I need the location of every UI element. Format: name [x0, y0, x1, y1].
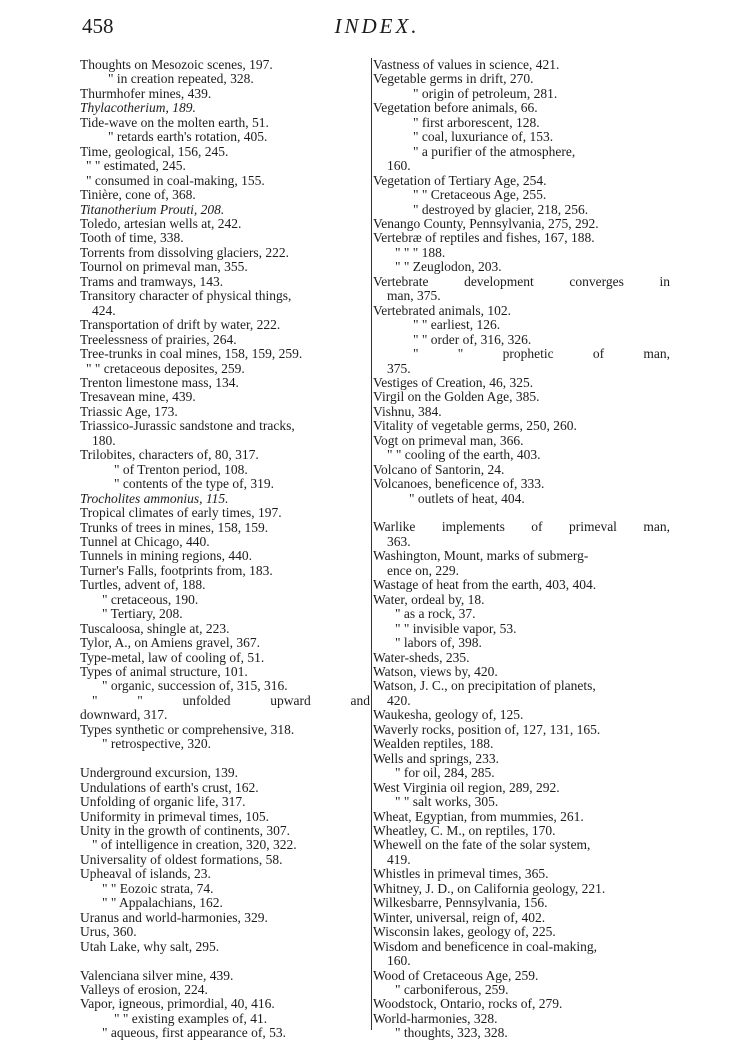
- index-entry: Tropical climates of early times, 197.: [80, 505, 282, 521]
- index-entry: Vegetation of Tertiary Age, 254.: [373, 172, 547, 188]
- index-entry: Vertebræ of reptiles and fishes, 167, 188.: [373, 230, 595, 246]
- index-entry: Trilobites, characters of, 80, 317.: [80, 447, 259, 463]
- index-entry: Tylor, A., on Amiens gravel, 367.: [80, 635, 260, 651]
- page-header: [82, 14, 672, 46]
- index-entry: Tinière, cone of, 368.: [80, 187, 196, 203]
- index-entry: " cretaceous, 190.: [102, 591, 199, 607]
- index-entry: " Tertiary, 208.: [102, 606, 183, 622]
- index-entry: " origin of petroleum, 281.: [413, 85, 558, 101]
- index-entry: ence on, 229.: [387, 562, 459, 578]
- index-entry: Tunnels in mining regions, 440.: [80, 548, 253, 564]
- index-entry: " " Appalachians, 162.: [102, 895, 223, 911]
- index-entry: " in creation repeated, 328.: [108, 71, 254, 87]
- index-entry: Vogt on primeval man, 366.: [373, 432, 524, 448]
- index-entry: Treelessness of prairies, 264.: [80, 331, 237, 347]
- index-column-left: [80, 58, 370, 1041]
- index-entry: Uniformity in primeval times, 105.: [80, 808, 269, 824]
- index-entry: 160.: [387, 953, 411, 969]
- index-entry: Whistles in primeval times, 365.: [373, 866, 549, 882]
- index-entry: Valenciana silver mine, 439.: [80, 967, 234, 983]
- column-divider: [371, 58, 372, 1030]
- index-entry: Water-sheds, 235.: [373, 649, 470, 665]
- index-entry: " " Eozoic strata, 74.: [102, 880, 214, 896]
- index-entry: man, 375.: [387, 288, 441, 304]
- index-entry: " " cooling of the earth, 403.: [387, 447, 541, 463]
- index-entry: Tree-trunks in coal mines, 158, 159, 259.: [80, 346, 303, 362]
- index-entry: Wisdom and beneficence in coal-making,: [373, 938, 597, 954]
- index-entry: " labors of, 398.: [395, 635, 482, 651]
- index-entry: Trocholites ammonius, 115.: [80, 490, 229, 506]
- index-entry: Underground excursion, 139.: [80, 765, 238, 781]
- index-entry: Watson, J. C., on precipitation of planets,: [373, 678, 596, 694]
- index-entry: " for oil, 284, 285.: [395, 765, 495, 781]
- page-number: 458: [82, 14, 114, 38]
- index-entry: Wisconsin lakes, geology of, 225.: [373, 924, 556, 940]
- index-entry: " retrospective, 320.: [102, 736, 211, 752]
- index-entry: Volcano of Santorin, 24.: [373, 461, 505, 477]
- index-entry: Tide-wave on the molten earth, 51.: [80, 114, 269, 130]
- index-entry: " as a rock, 37.: [395, 606, 476, 622]
- index-entry: " first arborescent, 128.: [413, 114, 540, 130]
- index-entry: " " existing examples of, 41.: [114, 1010, 268, 1026]
- index-entry: Toledo, artesian wells at, 242.: [80, 215, 242, 231]
- index-entry: " " earliest, 126.: [413, 317, 501, 333]
- index-entry: Tresavean mine, 439.: [80, 389, 196, 405]
- index-entry: 375.: [387, 360, 411, 376]
- index-entry: West Virginia oil region, 289, 292.: [373, 779, 560, 795]
- index-column-right: [373, 58, 670, 1041]
- index-entry: Tunnel at Chicago, 440.: [80, 533, 210, 549]
- index-entry: Vegetable germs in drift, 270.: [373, 71, 534, 87]
- index-entry: Volcanoes, beneficence of, 333.: [373, 476, 545, 492]
- index-entry: " " " 188.: [395, 244, 446, 260]
- index-entry: Wheat, Egyptian, from mummies, 261.: [373, 808, 584, 824]
- index-entry: downward, 317.: [80, 707, 168, 723]
- index-entry: " " Cretaceous Age, 255.: [413, 187, 547, 203]
- index-entry: Tooth of time, 338.: [80, 230, 184, 246]
- index-entry: Trams and tramways, 143.: [80, 273, 224, 289]
- index-entry: Vishnu, 384.: [373, 403, 442, 419]
- index-entry: Wells and springs, 233.: [373, 750, 500, 766]
- index-entry: Washington, Mount, marks of submerg-: [373, 548, 589, 564]
- index-entry: Vastness of values in science, 421.: [373, 57, 560, 72]
- index-entry: Types of animal structure, 101.: [80, 664, 248, 680]
- index-entry: " retards earth's rotation, 405.: [108, 129, 268, 145]
- index-entry: " " unfolded upward and: [92, 692, 370, 708]
- index-entry: Wheatley, C. M., on reptiles, 170.: [373, 823, 556, 838]
- section-gap: [80, 752, 370, 766]
- index-entry: Woodstock, Ontario, rocks of, 279.: [373, 996, 563, 1012]
- index-entry: Type-metal, law of cooling of, 51.: [80, 649, 265, 665]
- index-entry: Trenton limestone mass, 134.: [80, 374, 239, 390]
- index-entry: Transitory character of physical things,: [80, 288, 292, 304]
- index-entry: 160.: [387, 158, 411, 174]
- index-entry: Upheaval of islands, 23.: [80, 866, 211, 882]
- index-entry: Titanotherium Prouti, 208.: [80, 201, 225, 217]
- index-entry: Trunks of trees in mines, 158, 159.: [80, 519, 269, 535]
- index-entry: Triassic Age, 173.: [80, 403, 178, 419]
- index-entry: " " order of, 316, 326.: [413, 331, 532, 347]
- index-entry: World-harmonies, 328.: [373, 1010, 498, 1026]
- index-entry: Uranus and world-harmonies, 329.: [80, 909, 268, 925]
- index-entry: Watson, views by, 420.: [373, 664, 498, 680]
- index-entry: " contents of the type of, 319.: [114, 476, 274, 492]
- index-entry: Thurmhofer mines, 439.: [80, 85, 212, 101]
- index-entry: " " invisible vapor, 53.: [395, 620, 517, 636]
- index-entry: Transportation of drift by water, 222.: [80, 317, 281, 333]
- index-entry: Venango County, Pennsylvania, 275, 292.: [373, 215, 599, 231]
- index-entry: Valleys of erosion, 224.: [80, 981, 208, 997]
- index-entry: Vertebrate development converges in: [373, 273, 670, 289]
- index-entry: " thoughts, 323, 328.: [395, 1025, 508, 1041]
- index-entry: Vitality of vegetable germs, 250, 260.: [373, 418, 577, 434]
- index-entry: " of Trenton period, 108.: [114, 461, 248, 477]
- index-entry: " coal, luxuriance of, 153.: [413, 129, 554, 145]
- index-entry: Tuscaloosa, shingle at, 223.: [80, 620, 230, 636]
- index-entry: Triassico-Jurassic sandstone and tracks,: [80, 418, 295, 434]
- index-entry: " a purifier of the atmosphere,: [413, 143, 576, 159]
- index-entry: 180.: [92, 432, 116, 448]
- index-entry: Types synthetic or comprehensive, 318.: [80, 721, 295, 737]
- section-gap: [373, 506, 670, 520]
- index-entry: Thylacotherium, 189.: [80, 100, 196, 116]
- section-gap: [80, 954, 370, 968]
- index-entry: Waverly rocks, position of, 127, 131, 165.: [373, 721, 601, 737]
- index-entry: Winter, universal, reign of, 402.: [373, 909, 546, 925]
- index-entry: " aqueous, first appearance of, 53.: [102, 1025, 286, 1041]
- index-entry: Wealden reptiles, 188.: [373, 736, 494, 752]
- index-entry: Vertebrated animals, 102.: [373, 302, 511, 318]
- index-entry: " " Zeuglodon, 203.: [395, 259, 502, 275]
- index-entry: Vapor, igneous, primordial, 40, 416.: [80, 996, 275, 1012]
- index-entry: Wilkesbarre, Pennsylvania, 156.: [373, 895, 548, 911]
- index-entry: Virgil on the Golden Age, 385.: [373, 389, 540, 405]
- index-entry: Turner's Falls, footprints from, 183.: [80, 562, 273, 578]
- index-entry: 420.: [387, 692, 411, 708]
- index-entry: " carboniferous, 259.: [395, 981, 509, 997]
- index-entry: Time, geological, 156, 245.: [80, 143, 229, 159]
- index-entry: " " cretaceous deposites, 259.: [86, 360, 245, 376]
- index-entry: Warlike implements of primeval man,: [373, 519, 670, 535]
- index-entry: Waukesha, geology of, 125.: [373, 707, 524, 723]
- index-entry: Wastage of heat from the earth, 403, 404.: [373, 577, 597, 593]
- index-entry: Undulations of earth's crust, 162.: [80, 779, 259, 795]
- index-entry: Unfolding of organic life, 317.: [80, 794, 246, 810]
- index-entry: Water, ordeal by, 18.: [373, 591, 485, 607]
- index-entry: " organic, succession of, 315, 316.: [102, 678, 288, 694]
- index-entry: " consumed in coal-making, 155.: [86, 172, 265, 188]
- index-entry: Utah Lake, why salt, 295.: [80, 938, 220, 954]
- index-entry: " " salt works, 305.: [395, 794, 499, 810]
- index-entry: Vegetation before animals, 66.: [373, 100, 538, 116]
- index-entry: Urus, 360.: [80, 924, 137, 940]
- index-entry: " outlets of heat, 404.: [409, 490, 525, 506]
- index-entry: Whewell on the fate of the solar system,: [373, 837, 591, 853]
- running-title: INDEX.: [334, 14, 420, 38]
- index-entry: Turtles, advent of, 188.: [80, 577, 206, 593]
- index-entry: Wood of Cretaceous Age, 259.: [373, 967, 539, 983]
- index-entry: 419.: [387, 851, 411, 867]
- index-entry: " " estimated, 245.: [86, 158, 186, 174]
- index-entry: Tournol on primeval man, 355.: [80, 259, 248, 275]
- index-entry: Thoughts on Mesozoic scenes, 197.: [80, 57, 273, 72]
- index-entry: 424.: [92, 302, 116, 318]
- index-entry: 363.: [387, 533, 411, 549]
- index-entry: " " prophetic of man,: [413, 346, 670, 362]
- index-entry: Vestiges of Creation, 46, 325.: [373, 374, 534, 390]
- index-entry: Whitney, J. D., on California geology, 221.: [373, 880, 606, 896]
- index-entry: Unity in the growth of continents, 307.: [80, 823, 290, 838]
- index-entry: " destroyed by glacier, 218, 256.: [413, 201, 589, 217]
- index-entry: " of intelligence in creation, 320, 322.: [92, 837, 297, 853]
- index-entry: Torrents from dissolving glaciers, 222.: [80, 244, 290, 260]
- index-entry: Universality of oldest formations, 58.: [80, 851, 283, 867]
